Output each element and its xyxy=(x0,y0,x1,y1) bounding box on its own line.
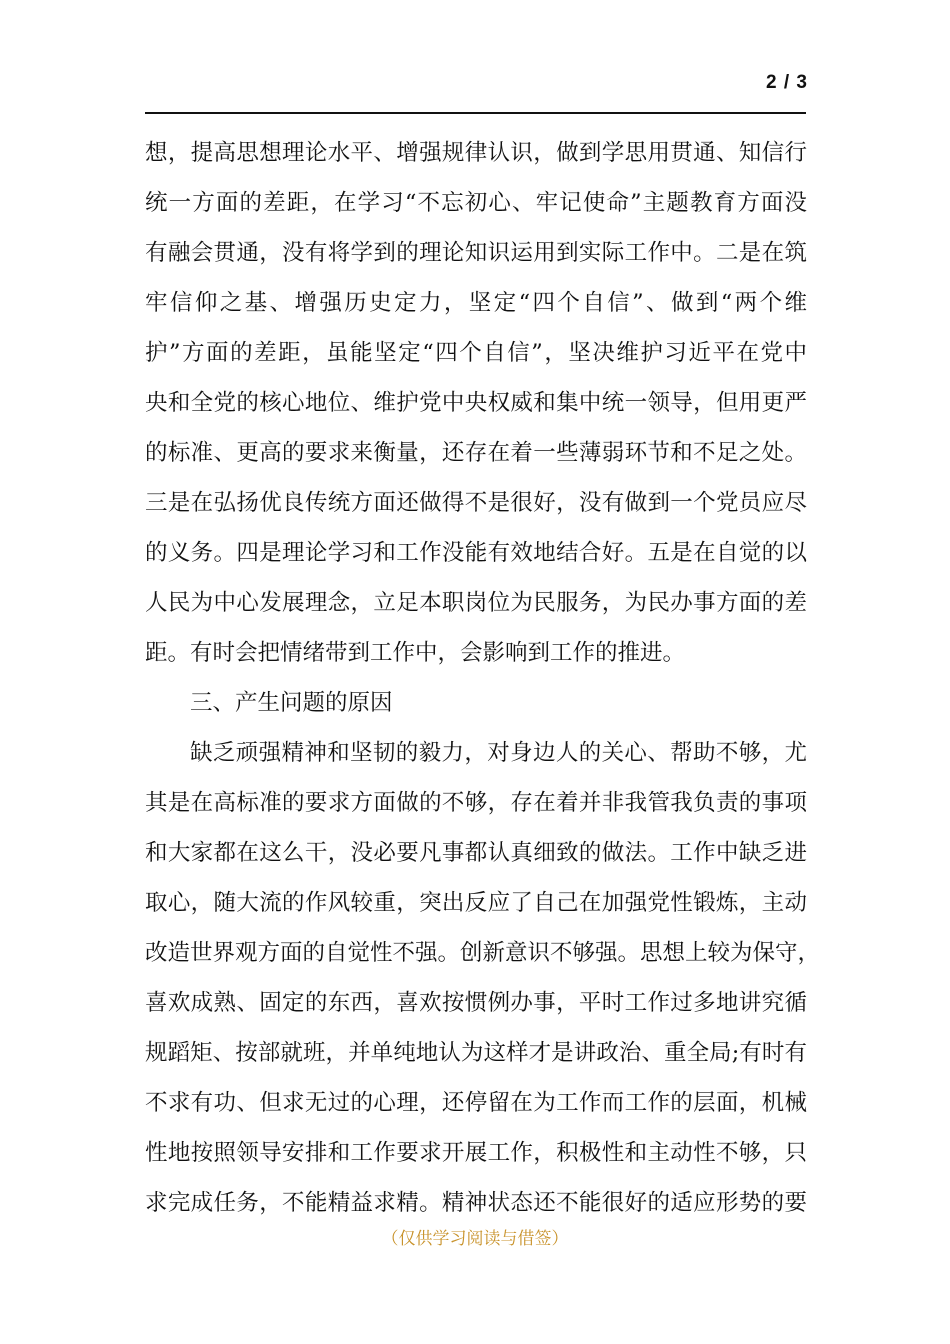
text-line: 喜欢成熟、固定的东西，喜欢按惯例办事，平时工作过多地讲究循 xyxy=(145,990,807,1016)
text-line: 距。有时会把情绪带到工作中，会影响到工作的推进。 xyxy=(145,640,686,666)
text-line: 不求有功、但求无过的心理，还停留在为工作而工作的层面，机械 xyxy=(145,1090,807,1116)
text-line: 人民为中心发展理念，立足本职岗位为民服务，为民办事方面的差 xyxy=(145,590,807,616)
section-heading: 三、产生问题的原因 xyxy=(190,690,393,716)
text-line: 的义务。四是理论学习和工作没能有效地结合好。五是在自觉的以 xyxy=(145,540,807,566)
text-line: 统一方面的差距，在学习“不忘初心、牢记使命”主题教育方面没 xyxy=(145,190,807,216)
text-line: 的标准、更高的要求来衡量，还存在着一些薄弱环节和不足之处。 xyxy=(145,440,807,466)
text-line: 牢信仰之基、增强历史定力，坚定“四个自信”、做到“两个维 xyxy=(145,290,807,316)
page-number: 2 / 3 xyxy=(766,72,808,93)
text-line: 央和全党的核心地位、维护党中央权威和集中统一领导，但用更严 xyxy=(145,390,807,416)
text-line: 和大家都在这么干，没必要凡事都认真细致的做法。工作中缺乏进 xyxy=(145,840,807,866)
header-divider xyxy=(145,112,806,114)
text-line: 其是在高标准的要求方面做的不够，存在着并非我管我负责的事项 xyxy=(145,790,807,816)
text-line: 求完成任务，不能精益求精。精神状态还不能很好的适应形势的要 xyxy=(145,1190,807,1216)
text-line: 想，提高思想理论水平、增强规律认识，做到学思用贯通、知信行 xyxy=(145,140,807,166)
text-line: 取心，随大流的作风较重，突出反应了自己在加强党性锻炼，主动 xyxy=(145,890,807,916)
footer-note: （仅供学习阅读与借签） xyxy=(381,1229,569,1249)
text-line: 性地按照领导安排和工作要求开展工作，积极性和主动性不够，只 xyxy=(145,1140,807,1166)
text-line: 规蹈矩、按部就班，并单纯地认为这样才是讲政治、重全局;有时有 xyxy=(145,1040,807,1066)
document-body xyxy=(145,128,821,1228)
text-line: 缺乏顽强精神和坚韧的毅力，对身边人的关心、帮助不够，尤 xyxy=(190,740,807,766)
text-line: 有融会贯通，没有将学到的理论知识运用到实际工作中。二是在筑 xyxy=(145,240,807,266)
text-line: 护”方面的差距，虽能坚定“四个自信”，坚决维护习近平在党中 xyxy=(145,340,807,366)
text-line: 改造世界观方面的自觉性不强。创新意识不够强。思想上较为保守， xyxy=(145,940,821,966)
text-line: 三是在弘扬优良传统方面还做得不是很好，没有做到一个党员应尽 xyxy=(145,490,807,516)
